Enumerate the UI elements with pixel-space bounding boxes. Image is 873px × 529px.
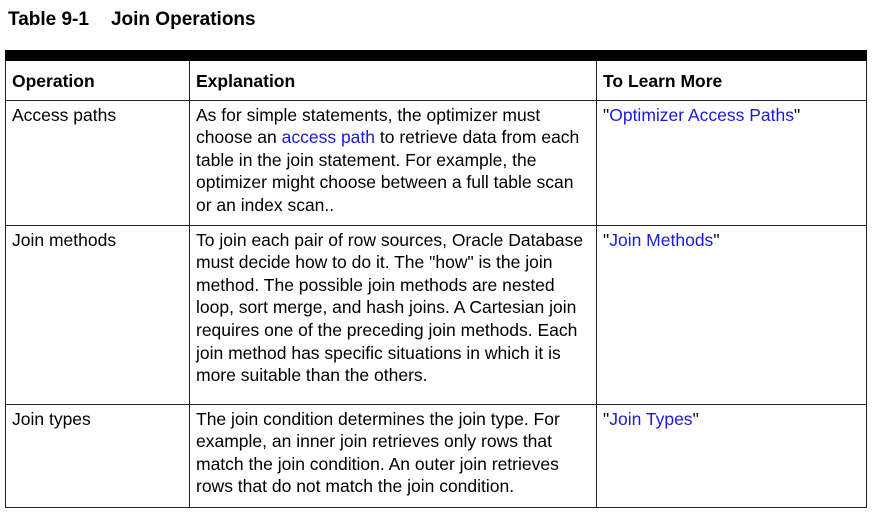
header-explanation: Explanation: [190, 61, 597, 100]
access-path-link[interactable]: access path: [281, 127, 376, 148]
explanation-text: As for simple statements, the optimizer must choose an: [196, 104, 541, 148]
join-methods-link[interactable]: Join Methods: [609, 229, 714, 250]
join-operations-table: [5, 61, 867, 508]
cell-operation: Access paths: [6, 100, 190, 225]
cell-operation: Join types: [6, 404, 190, 507]
cell-to-learn-more: "Join Types": [597, 404, 867, 507]
cell-operation: Join methods: [6, 225, 190, 404]
header-to-learn-more: To Learn More: [597, 61, 867, 100]
table-top-rule: [5, 50, 867, 61]
cell-explanation: [190, 100, 597, 225]
table-row: [6, 404, 867, 507]
header-operation: Operation: [6, 61, 190, 100]
cell-to-learn-more: "Join Methods": [597, 225, 867, 404]
table-number: Table 9-1: [8, 9, 89, 30]
cell-to-learn-more: "Optimizer Access Paths": [597, 100, 867, 225]
join-types-link[interactable]: Join Types: [609, 408, 693, 429]
cell-explanation: To join each pair of row sources, Oracle Database must decide how to do it. The "how" is the join method. The possible join methods are nested loop, sort merge, and hash joins. A Cartesian join requires one of the preceding join methods. Each join method has specific situations in which it is more suitable than the others.: [190, 225, 597, 404]
table-header-row: [6, 61, 867, 100]
optimizer-access-paths-link[interactable]: Optimizer Access Paths: [609, 104, 795, 125]
table-row: [6, 225, 867, 404]
table-caption: [8, 8, 256, 32]
explanation-text: to retrieve data from each table in the join statement. For example, the optimizer might choose between a full table scan or an index scan..: [196, 127, 580, 215]
cell-explanation: The join condition determines the join type. For example, an inner join retrieves only rows that match the join condition. An outer join retrieves rows that do not match the join condition.: [190, 404, 597, 507]
table-title: Join Operations: [110, 9, 256, 30]
table-row: [6, 100, 867, 225]
